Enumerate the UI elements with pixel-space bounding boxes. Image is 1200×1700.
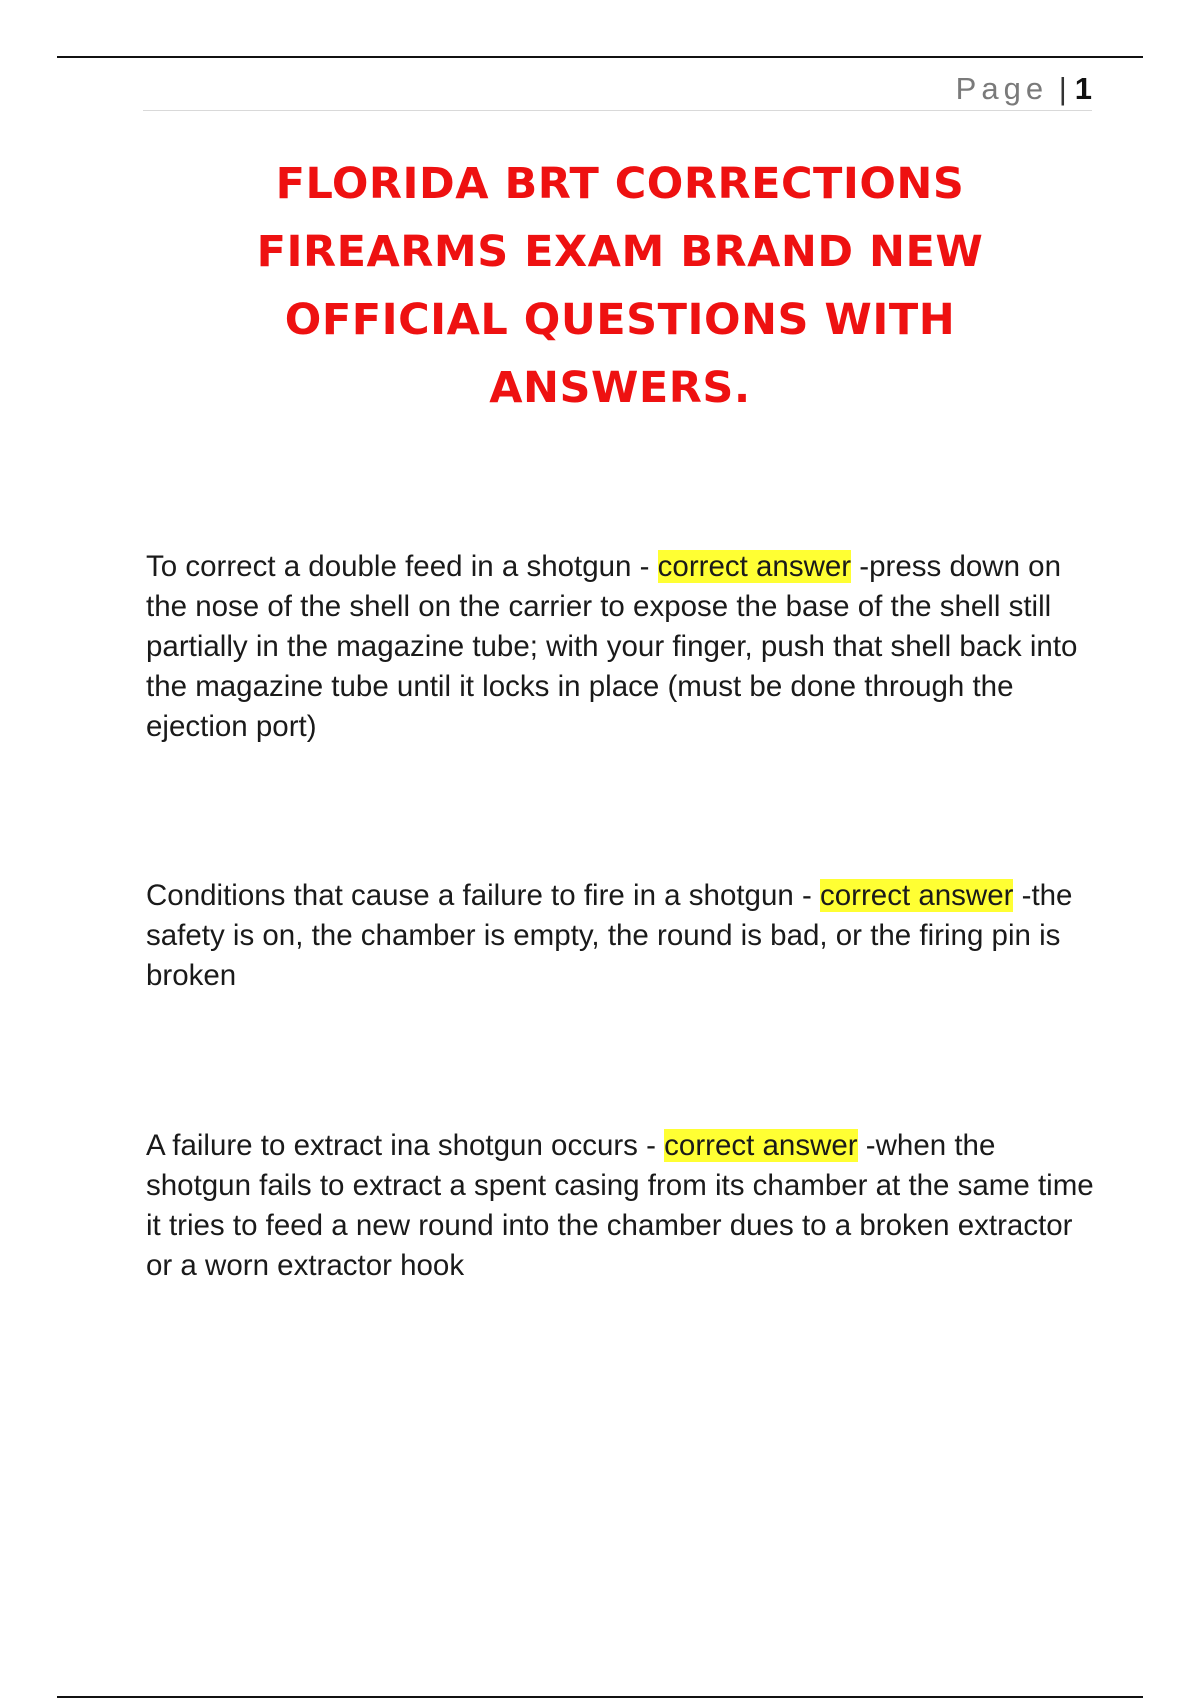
top-rule	[57, 56, 1143, 58]
answer-marker-highlight: correct answer	[664, 1129, 858, 1162]
answer-text: -the safety is on, the chamber is empty, the round is bad, or the firing pin is broken	[146, 879, 1073, 992]
page-number: 1	[1074, 71, 1092, 106]
page-separator: |	[1058, 71, 1067, 106]
question-text: To correct a double feed in a shotgun -	[146, 550, 658, 583]
question-text: A failure to extract ina shotgun occurs -	[146, 1129, 665, 1162]
document-title: FLORIDA BRT CORRECTIONS FIREARMS EXAM BRAND NEW OFFICIAL QUESTIONS WITH ANSWERS.	[256, 159, 984, 413]
bottom-rule	[57, 1696, 1143, 1698]
page-header	[143, 68, 1092, 111]
qa-item-1	[146, 547, 1096, 747]
answer-marker-highlight: correct answer	[657, 550, 852, 583]
answer-text: -when the shotgun fails to extract a spent casing from its chamber at the same time it tries to feed a new round into the chamber dues to a broken extractor or a worn extractor hook	[146, 1129, 1094, 1282]
answer-text: -press down on the nose of the shell on the carrier to expose the base of the shell still partially in the magazine tube; with your finger, push that shell back into the magazine tube until it locks in place (must be done through the ejection port)	[146, 550, 1078, 743]
qa-item-3	[146, 1126, 1096, 1286]
answer-marker-highlight: correct answer	[819, 879, 1014, 912]
page-label: Page	[955, 71, 1049, 106]
qa-item-2	[146, 876, 1096, 996]
question-text: Conditions that cause a failure to fire in a shotgun -	[146, 879, 820, 912]
